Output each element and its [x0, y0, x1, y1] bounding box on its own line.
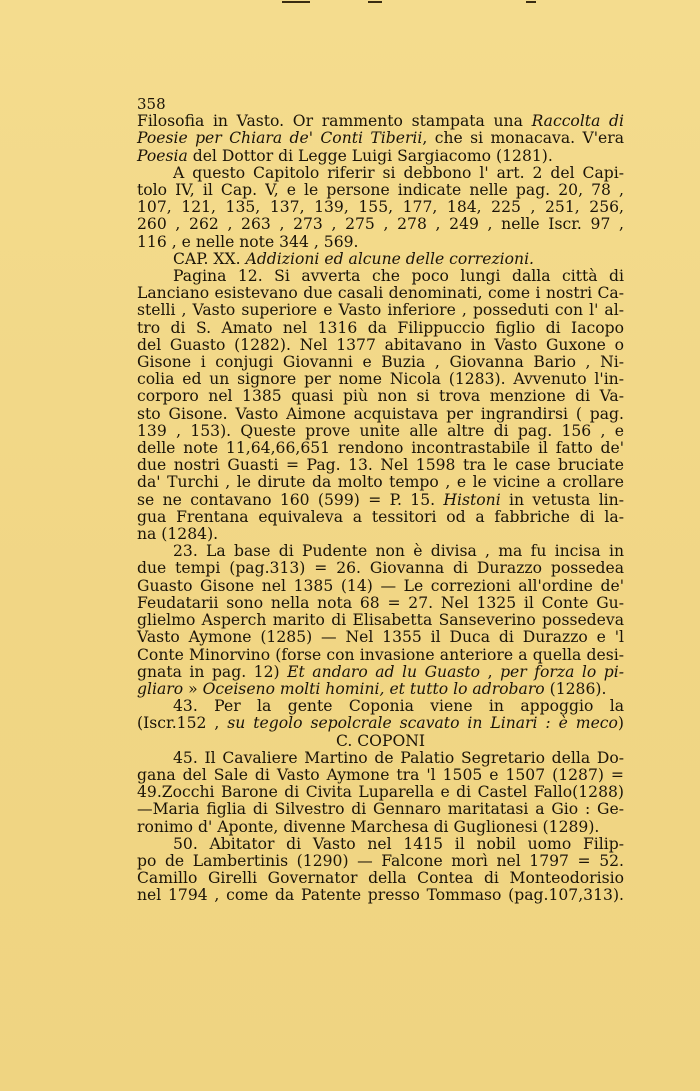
text-segment: CAP. XX. [173, 249, 246, 268]
text-line [137, 388, 624, 405]
italic-text: Histoni [443, 490, 501, 509]
text-segment: Vasto Aymone (1285) — Nel 1355 il Duca di Durazzo e 'l [137, 628, 624, 647]
text-segment: 23. La base di Pudente non è divisa , ma fu incisa in [173, 542, 624, 561]
text-line [137, 578, 624, 595]
text-segment: 45. Il Cavaliere Martino de Palatio Segretario della Do- [173, 748, 624, 767]
text-line [137, 302, 624, 319]
text-line [137, 647, 624, 664]
text-segment: 50. Abitator di Vasto nel 1415 il nobil uomo Filip- [173, 834, 624, 853]
text-line [137, 681, 624, 698]
text-line [137, 733, 624, 750]
text-line [137, 509, 624, 526]
text-line [137, 853, 624, 870]
text-segment: 49.Zocchi Barone di Civita Luparella e di Castel Fallo(1288) [137, 783, 624, 802]
text-line [137, 870, 624, 887]
text-segment: gana del Sale di Vasto Aymone tra 'l 1505 e 1507 (1287) = [137, 765, 624, 784]
text-line [137, 526, 624, 543]
italic-text: per forza lo pi- [500, 662, 625, 681]
text-segment: stelli , Vasto superiore e Vasto inferiore , posseduti con l' al- [137, 301, 624, 320]
text-segment: po de Lambertinis (1290) — Falcone morì nel 1797 = 52. [137, 851, 624, 870]
text-line [137, 285, 624, 302]
body-text [137, 113, 624, 904]
text-line [137, 801, 624, 818]
text-line [137, 715, 624, 732]
text-line [137, 474, 624, 491]
text-line [137, 887, 624, 904]
text-line [137, 130, 624, 147]
text-segment: sto Gisone. Vasto Aimone acquistava per ingrandirsi ( pag. [137, 404, 624, 423]
text-line [137, 750, 624, 767]
text-segment: ) [617, 714, 625, 733]
text-line [137, 423, 624, 440]
page-number: 358 [137, 95, 166, 113]
italic-text: Oceiseno molti homini, et tutto lo adrobaro [202, 679, 545, 698]
text-segment: nel 1794 , come da Patente presso Tommaso (pag.107,313). [137, 886, 624, 905]
text-segment: 107, 121, 135, 137, 139, 155, 177, 184, 225 , 251, 256, [137, 198, 624, 217]
text-line [137, 268, 624, 285]
text-segment: Conte Minorvino (forse con invasione anteriore a quella desi- [137, 645, 624, 664]
text-segment: , [480, 662, 501, 681]
text-segment: glielmo Asperch marito di Elisabetta Sanseverino possedeva [137, 611, 624, 630]
text-segment: Guasto Gisone nel 1385 (14) — Le correzioni all'ordine de' [137, 576, 624, 595]
text-line [137, 595, 624, 612]
text-segment: del Guasto (1282). Nel 1377 abitavano in Vasto Guxone o [137, 335, 624, 354]
text-segment: » [183, 679, 203, 698]
text-line [137, 543, 624, 560]
text-line [137, 612, 624, 629]
text-segment: delle note 11,64,66,651 rendono incontrastabile il fatto de' [137, 439, 624, 458]
text-line [137, 767, 624, 784]
text-segment: C. COPONI [335, 731, 426, 750]
top-edge-marks [0, 0, 700, 8]
text-segment: Gisone i conjugi Giovanni e Buzia , Giovanna Bario , Ni- [137, 353, 624, 372]
text-segment: due tempi (pag.313) = 26. Giovanna di Durazzo possedea [137, 559, 624, 578]
text-line [137, 836, 624, 853]
italic-text: Poesia [137, 146, 188, 165]
text-segment: 43. Per la gente Coponia viene in appoggio la [173, 697, 624, 716]
text-segment: Pagina 12. Si avverta che poco lungi dalla città di [173, 267, 624, 286]
text-segment: tro di S. Amato nel 1316 da Filippuccio figlio di Iacopo [137, 318, 624, 337]
text-segment: tolo IV, il Cap. V, e le persone indicate nelle pag. 20, 78 , [137, 181, 624, 200]
text-segment: —Maria figlia di Silvestro di Gennaro maritatasi a Gio : Ge- [137, 800, 624, 819]
text-line [137, 406, 624, 423]
italic-text: Addizioni ed alcune delle correzioni. [245, 249, 535, 268]
text-segment: (1286). [544, 679, 607, 698]
text-line [137, 216, 624, 233]
text-line [137, 234, 624, 251]
text-segment: Camillo Girelli Governator della Contea di Monteodorisio [137, 869, 624, 888]
text-segment: na (1284). [137, 525, 219, 544]
text-segment: gnata in pag. 12) [137, 662, 288, 681]
text-segment: A questo Capitolo riferir si debbono l' art. 2 del Capi- [173, 163, 624, 182]
text-line [137, 320, 624, 337]
text-segment: due nostri Guasti = Pag. 13. Nel 1598 tra le case bruciate [137, 456, 624, 475]
text-segment: ronimo d' Aponte, divenne Marchesa di Guglionesi (1289). [137, 817, 600, 836]
text-line [137, 629, 624, 646]
text-line [137, 354, 624, 371]
italic-text: Et andaro ad lu Guasto [287, 662, 481, 681]
text-segment: (Iscr.152 , [137, 714, 228, 733]
italic-text: gliaro [137, 679, 184, 698]
text-segment: del Dottor di Legge Luigi Sargiacomo (1281). [187, 146, 553, 165]
text-segment: 260 , 262 , 263 , 273 , 275 , 278 , 249 , nelle Iscr. 97 , [137, 215, 624, 234]
text-line [137, 440, 624, 457]
text-line [137, 784, 624, 801]
text-segment: 139 , 153). Queste prove unite alle altre di pag. 156 , e [137, 421, 624, 440]
text-line [137, 819, 624, 836]
text-line [137, 148, 624, 165]
italic-text: su tegolo sepolcrale scavato in Linari : è meco [227, 714, 618, 733]
text-segment: 116 , e nelle note 344 , 569. [137, 232, 359, 251]
text-segment: corporo nel 1385 quasi più non si trova menzione di Va- [137, 387, 624, 406]
text-segment: se ne contavano 160 (599) = P. 15. [137, 490, 444, 509]
text-line [137, 560, 624, 577]
text-segment: gua Frentana equivaleva a tessitori od a fabbriche di la- [137, 507, 624, 526]
text-line [137, 492, 624, 509]
text-segment: Filosofia in Vasto. Or rammento stampata una [137, 112, 532, 131]
text-line [137, 165, 624, 182]
text-line [137, 371, 624, 388]
text-line [137, 457, 624, 474]
text-segment: , che si monacava. V'era [422, 129, 625, 148]
text-line [137, 664, 624, 681]
text-line [137, 182, 624, 199]
text-segment: in vetusta lin- [500, 490, 624, 509]
text-line [137, 337, 624, 354]
italic-text: Raccolta di [531, 112, 625, 131]
text-line [137, 199, 624, 216]
text-segment: Feudatarii sono nella nota 68 = 27. Nel 1325 il Conte Gu- [137, 593, 624, 612]
text-segment: da' Turchi , le dirute da molto tempo , e le vicine a crollare [137, 473, 624, 492]
page-text [137, 96, 624, 905]
text-line [137, 698, 624, 715]
text-segment: Lanciano esistevano due casali denominati, come i nostri Ca- [137, 284, 624, 303]
text-line [137, 113, 624, 130]
text-segment: colia ed un signore per nome Nicola (1283). Avvenuto l'in- [137, 370, 624, 389]
text-line [137, 251, 624, 268]
italic-text: Poesie per Chiara de' Conti Tiberii [137, 129, 423, 148]
